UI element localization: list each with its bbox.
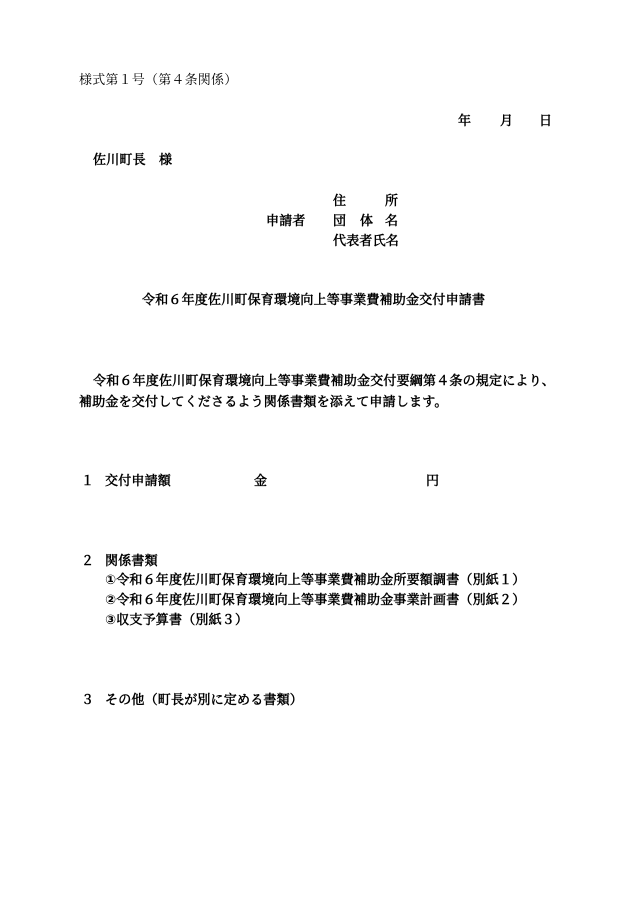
item-number: １ <box>81 474 95 489</box>
applicant-label: 申請者 <box>266 214 306 229</box>
related-document-item: ①令和６年度佐川町保育環境向上等事業費補助金所要額調書（別紙１） <box>105 573 526 588</box>
document-title: 令和６年度佐川町保育環境向上等事業費補助金交付申請書 <box>142 293 486 308</box>
amount-suffix: 円 <box>426 474 440 489</box>
item-label-related-documents: 関係書類 <box>105 554 158 569</box>
item-number: ３ <box>81 693 95 708</box>
organization-label-char: 体 <box>360 214 374 229</box>
related-document-item: ③収支予算書（別紙３） <box>105 613 249 628</box>
date-day-label: 日 <box>539 114 553 129</box>
address-label-char: 所 <box>385 194 399 209</box>
item-label-application-amount: 交付申請額 <box>105 474 172 489</box>
address-label-char: 住 <box>333 194 347 209</box>
organization-label-char: 団 <box>333 214 347 229</box>
amount-prefix: 金 <box>254 474 268 489</box>
item-label-other: その他（町長が別に定める書類） <box>105 693 304 708</box>
representative-label: 代表者氏名 <box>333 234 400 249</box>
form-number: 様式第１号（第４条関係） <box>79 73 238 88</box>
date-month-label: 月 <box>500 114 514 129</box>
related-document-item: ②令和６年度佐川町保育環境向上等事業費補助金事業計画書（別紙２） <box>105 593 526 608</box>
organization-label-char: 名 <box>385 214 399 229</box>
item-number: ２ <box>81 554 95 569</box>
addressee: 佐川町長 様 <box>93 153 173 168</box>
body-text-line: 補助金を交付してくださるよう関係書類を添えて申請します。 <box>79 395 448 410</box>
body-text-line: 令和６年度佐川町保育環境向上等事業費補助金交付要綱第４条の規定により、 <box>93 374 556 389</box>
date-year-label: 年 <box>458 114 472 129</box>
